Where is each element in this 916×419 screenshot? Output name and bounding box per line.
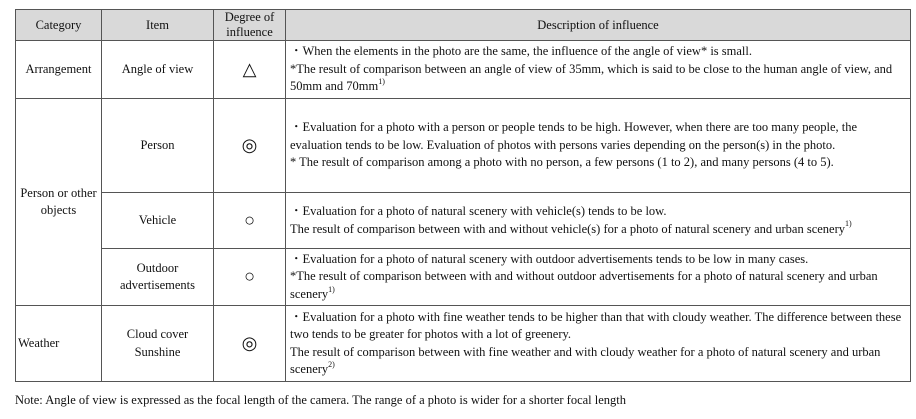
header-category: Category (16, 10, 102, 41)
description-cell (286, 249, 911, 306)
item-line: Sunshine (134, 344, 181, 359)
description-line: The result of comparison between with and without vehicle(s) for a photo of natural scenery and urban scenery$^{1)}$ (290, 219, 852, 236)
header-description: Description of influence (286, 10, 911, 41)
table-row (16, 193, 911, 249)
category-cell: Weather (16, 306, 102, 382)
item-cell: Angle of view (102, 41, 214, 99)
degree-symbol: ◎ (214, 306, 286, 382)
description-line: ・Evaluation for a photo with a person or people tends to be high. However, when there are too many people, the evaluation tends to be low. Evaluation of photos with persons varies depending on the person(s) in the photo. (290, 120, 858, 152)
category-cell: Person or other objects (16, 99, 102, 306)
item-cell: Person (102, 99, 214, 193)
table-row (16, 41, 911, 99)
header-degree-line2: influence (226, 25, 273, 39)
footnote-ref: 1) (378, 77, 385, 87)
table-row (16, 249, 911, 306)
description-cell (286, 99, 911, 193)
item-cell (102, 306, 214, 382)
footnote-ref: 1) (328, 284, 335, 294)
footnote-ref: 1) (845, 219, 852, 229)
description-line: * The result of comparison among a photo with no person, a few persons (1 to 2), and many persons (4 to 5). (290, 155, 834, 170)
description-line: ・Evaluation for a photo of natural scenery with outdoor advertisements tends to be low in many cases. (290, 251, 809, 266)
category-cell: Arrangement (16, 41, 102, 99)
item-line: Cloud cover (126, 327, 189, 341)
description-line: ・Evaluation for a photo with fine weather tends to be higher than that with cloudy weather. The difference between these two tends to be greater for photos with a lot of greenery. (290, 309, 902, 341)
header-row (16, 10, 911, 41)
description-line: *The result of comparison between with and without outdoor advertisements for a photo of natural scenery and urban scenery$^{1)}$ (290, 269, 878, 301)
header-degree (214, 10, 286, 41)
degree-symbol: ◎ (214, 99, 286, 193)
degree-symbol: ○ (214, 193, 286, 249)
description-line: ・Evaluation for a photo of natural scenery with vehicle(s) tends to be low. (290, 204, 667, 218)
influence-table (15, 9, 911, 382)
degree-symbol: △ (214, 41, 286, 99)
description-line: The result of comparison between with fine weather and with cloudy weather for a photo of natural scenery and urban scenery$^{2)}$ (290, 344, 881, 376)
item-cell: Vehicle (102, 193, 214, 249)
description-cell (286, 41, 911, 99)
description-cell (286, 193, 911, 249)
item-cell: Outdoor advertisements (102, 249, 214, 306)
description-line: *The result of comparison between an angle of view of 35mm, which is said to be close to the human angle of view, and 50mm and $70mm^{1)}$ (290, 61, 893, 94)
table-row (16, 99, 911, 193)
table-note: Note: Angle of view is expressed as the focal length of the camera. The range of a photo is wider for a shorter focal length (15, 393, 627, 407)
degree-symbol: ○ (214, 249, 286, 306)
header-item: Item (102, 10, 214, 41)
header-degree-line1: Degree of (224, 10, 275, 24)
table-row (16, 306, 911, 382)
description-line: ・When the elements in the photo are the same, the influence of the angle of view* is small. (290, 44, 753, 59)
description-cell (286, 306, 911, 382)
footnote-ref: 2) (328, 359, 335, 369)
